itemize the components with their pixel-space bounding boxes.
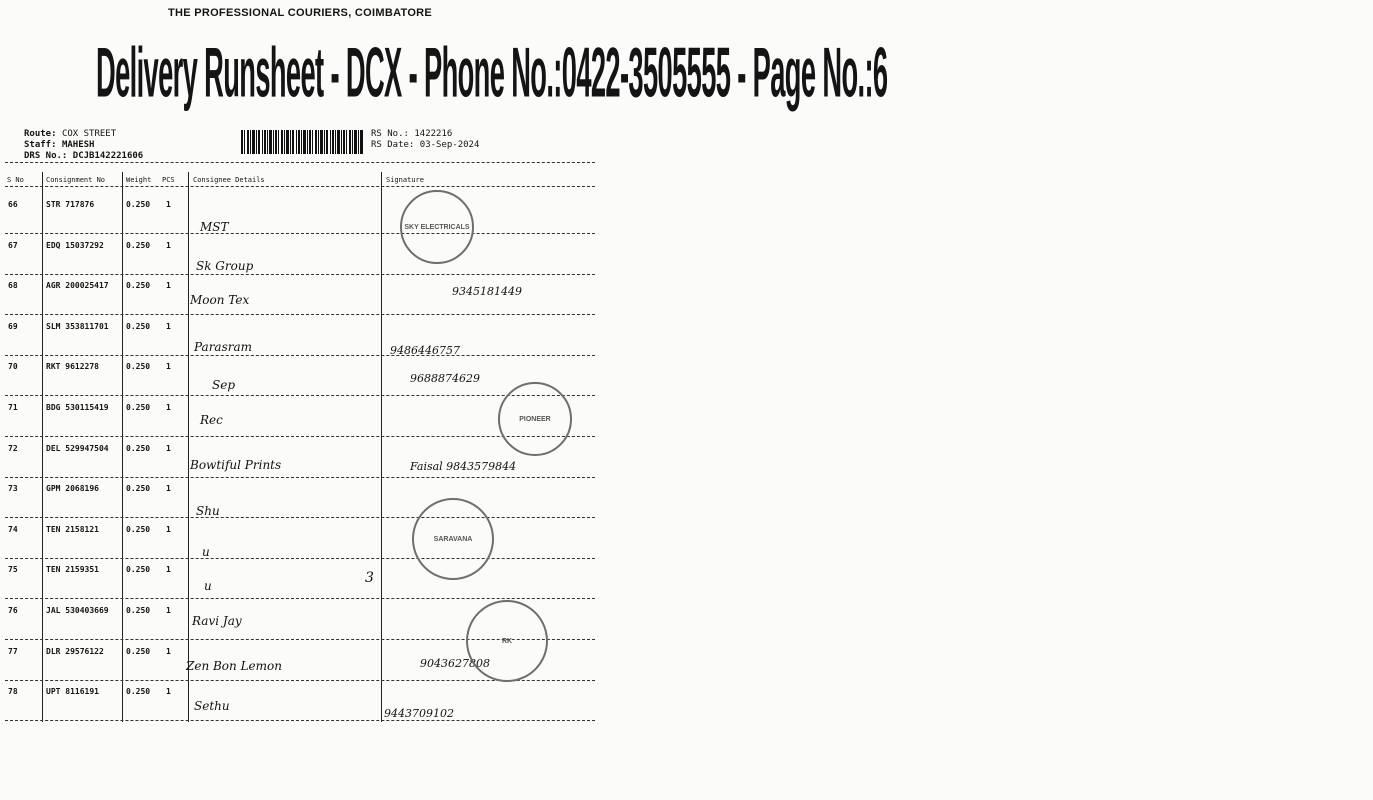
row-pcs: 1: [166, 281, 171, 291]
row-weight: 0.250: [126, 240, 151, 250]
row-consignment-no: SLM 353811701: [46, 321, 109, 331]
row-weight: 0.250: [126, 443, 151, 453]
col-header-sno: S No: [7, 176, 24, 184]
row-consignment-no: TEN 2158121: [46, 524, 99, 534]
row-sno: 73: [8, 484, 18, 494]
row-consignee-details: Zen Bon Lemon: [186, 658, 282, 673]
row-consignee-details: u: [202, 544, 210, 559]
row-sno: 67: [8, 240, 18, 250]
row-consignment-no: STR 717876: [46, 200, 95, 209]
table-row: [0, 482, 600, 522]
row-consignment-no: DLR 29576122: [46, 646, 104, 656]
row-consignment-no: AGR 200025417: [46, 281, 109, 291]
table-row: [0, 685, 600, 725]
drs-label: DRS No.:: [24, 151, 68, 161]
row-pcs: 1: [166, 606, 171, 615]
row-signature: 9688874629: [410, 372, 480, 386]
rs-date-value: 03-Sep-2024: [419, 140, 480, 150]
runsheet-banner: [96, 28, 888, 122]
rs-no-label: RS No.:: [371, 129, 409, 139]
rs-date-line: [371, 140, 479, 151]
row-divider: [5, 477, 595, 478]
pioneer-stamp: [498, 382, 572, 456]
row-pcs: 1: [166, 484, 171, 494]
row-consignee-details: Bowtiful Prints: [190, 457, 282, 472]
row-weight: 0.250: [126, 524, 151, 534]
margin-mark: 3: [365, 570, 374, 586]
route-value: COX STREET: [61, 129, 117, 139]
row-signature: Faisal 9843579844: [410, 459, 517, 473]
pioneer-stamp-text: PIONEER: [519, 415, 551, 423]
header-divider-bottom: [5, 186, 595, 187]
row-divider: [5, 355, 595, 356]
drs-value: DCJB142221606: [72, 151, 144, 161]
row-sno: 70: [8, 362, 18, 372]
row-consignment-no: UPT 8116191: [46, 687, 99, 697]
sky-stamp-text: SKY ELECTRICALS: [404, 223, 470, 231]
company-name: THE PROFESSIONAL COURIERS, COIMBATORE: [167, 7, 433, 19]
row-consignee-details: Shu: [196, 504, 220, 519]
row-pcs: 1: [166, 200, 171, 209]
row-consignment-no: RKT 9612278: [46, 362, 99, 372]
row-weight: 0.250: [126, 362, 151, 372]
row-weight: 0.250: [126, 606, 151, 615]
row-pcs: 1: [166, 443, 171, 453]
row-pcs: 1: [166, 321, 171, 331]
row-divider: [5, 314, 595, 315]
barcode: [241, 130, 363, 154]
row-divider: [5, 720, 595, 721]
table-row: [0, 279, 600, 319]
staff-value: MAHESH: [61, 140, 95, 150]
row-pcs: 1: [166, 646, 171, 656]
rk-stamp: [466, 600, 548, 682]
row-consignment-no: DEL 529947504: [46, 443, 109, 453]
table-row: [0, 239, 600, 279]
header-divider-top: [5, 162, 595, 163]
row-sno: 75: [8, 565, 18, 575]
row-divider: [5, 233, 595, 234]
row-consignment-no: TEN 2159351: [46, 565, 99, 575]
runsheet-banner-text: Delivery Runsheet - DCX - Phone No.:0422-3505555 - Page No.:6: [96, 34, 888, 113]
row-consignee-details: Parasram: [194, 339, 253, 354]
row-signature: 9043627808: [420, 656, 490, 670]
col-header-pcs: PCS: [162, 176, 175, 184]
row-pcs: 1: [166, 687, 171, 697]
route-label: Route:: [24, 129, 57, 139]
row-signature: 9345181449: [452, 285, 522, 299]
rs-date-label: RS Date:: [371, 140, 415, 150]
rs-no-line: [371, 129, 452, 140]
row-consignee-details: Ravi Jay: [192, 614, 242, 628]
row-sno: 66: [8, 200, 18, 209]
row-weight: 0.250: [126, 565, 151, 575]
row-sno: 78: [8, 687, 18, 697]
row-consignee-details: Sethu: [194, 699, 230, 714]
row-divider: [5, 517, 595, 518]
row-sno: 71: [8, 403, 18, 412]
row-weight: 0.250: [126, 281, 151, 291]
row-sno: 76: [8, 606, 18, 615]
col-header-weight: Weight: [126, 176, 152, 184]
row-sno: 68: [8, 281, 18, 291]
row-pcs: 1: [166, 240, 171, 250]
row-weight: 0.250: [126, 321, 151, 331]
row-sno: 74: [8, 524, 18, 534]
row-pcs: 1: [166, 362, 171, 372]
staff-label: Staff:: [24, 140, 57, 150]
row-divider: [5, 274, 595, 275]
row-consignment-no: BDG 530115419: [46, 403, 109, 412]
row-consignee-details: Sep: [212, 378, 236, 393]
route-line: [24, 129, 116, 140]
row-consignment-no: JAL 530403669: [46, 606, 109, 615]
row-weight: 0.250: [126, 646, 151, 656]
row-signature: 9443709102: [384, 707, 454, 721]
table-row: [0, 523, 600, 563]
row-weight: 0.250: [126, 403, 151, 412]
row-consignment-no: GPM 2068196: [46, 484, 99, 494]
row-consignee-details: u: [204, 579, 212, 594]
row-weight: 0.250: [126, 200, 151, 209]
table-row: [0, 442, 600, 482]
row-divider: [5, 558, 595, 559]
row-sno: 77: [8, 646, 18, 656]
row-consignee-details: MST: [200, 220, 229, 234]
row-consignment-no: EDQ 15037292: [46, 240, 104, 250]
row-consignee-details: Rec: [200, 413, 223, 427]
sky-electricals-stamp: [400, 190, 474, 264]
row-signature: 9486446757: [390, 343, 460, 357]
saravana-stamp-text: SARAVANA: [433, 535, 473, 543]
rk-stamp-text: RK: [501, 637, 513, 645]
row-weight: 0.250: [126, 687, 151, 697]
table-row: [0, 320, 600, 360]
row-consignee-details: Sk Group: [196, 258, 254, 273]
table-row: [0, 563, 600, 603]
staff-line: [24, 140, 94, 151]
row-pcs: 1: [166, 524, 171, 534]
row-sno: 69: [8, 321, 18, 331]
row-sno: 72: [8, 443, 18, 453]
saravana-stamp: [412, 498, 494, 580]
row-pcs: 1: [166, 565, 171, 575]
row-weight: 0.250: [126, 484, 151, 494]
drs-line: [24, 151, 143, 162]
rs-no-value: 1422216: [414, 129, 453, 139]
table-row: [0, 198, 600, 238]
col-header-details: Consignee Details: [193, 176, 265, 184]
col-header-signature: Signature: [386, 176, 424, 184]
row-consignee-details: Moon Tex: [190, 293, 250, 308]
col-header-consignment: Consignment No: [46, 176, 106, 184]
row-pcs: 1: [166, 403, 171, 412]
